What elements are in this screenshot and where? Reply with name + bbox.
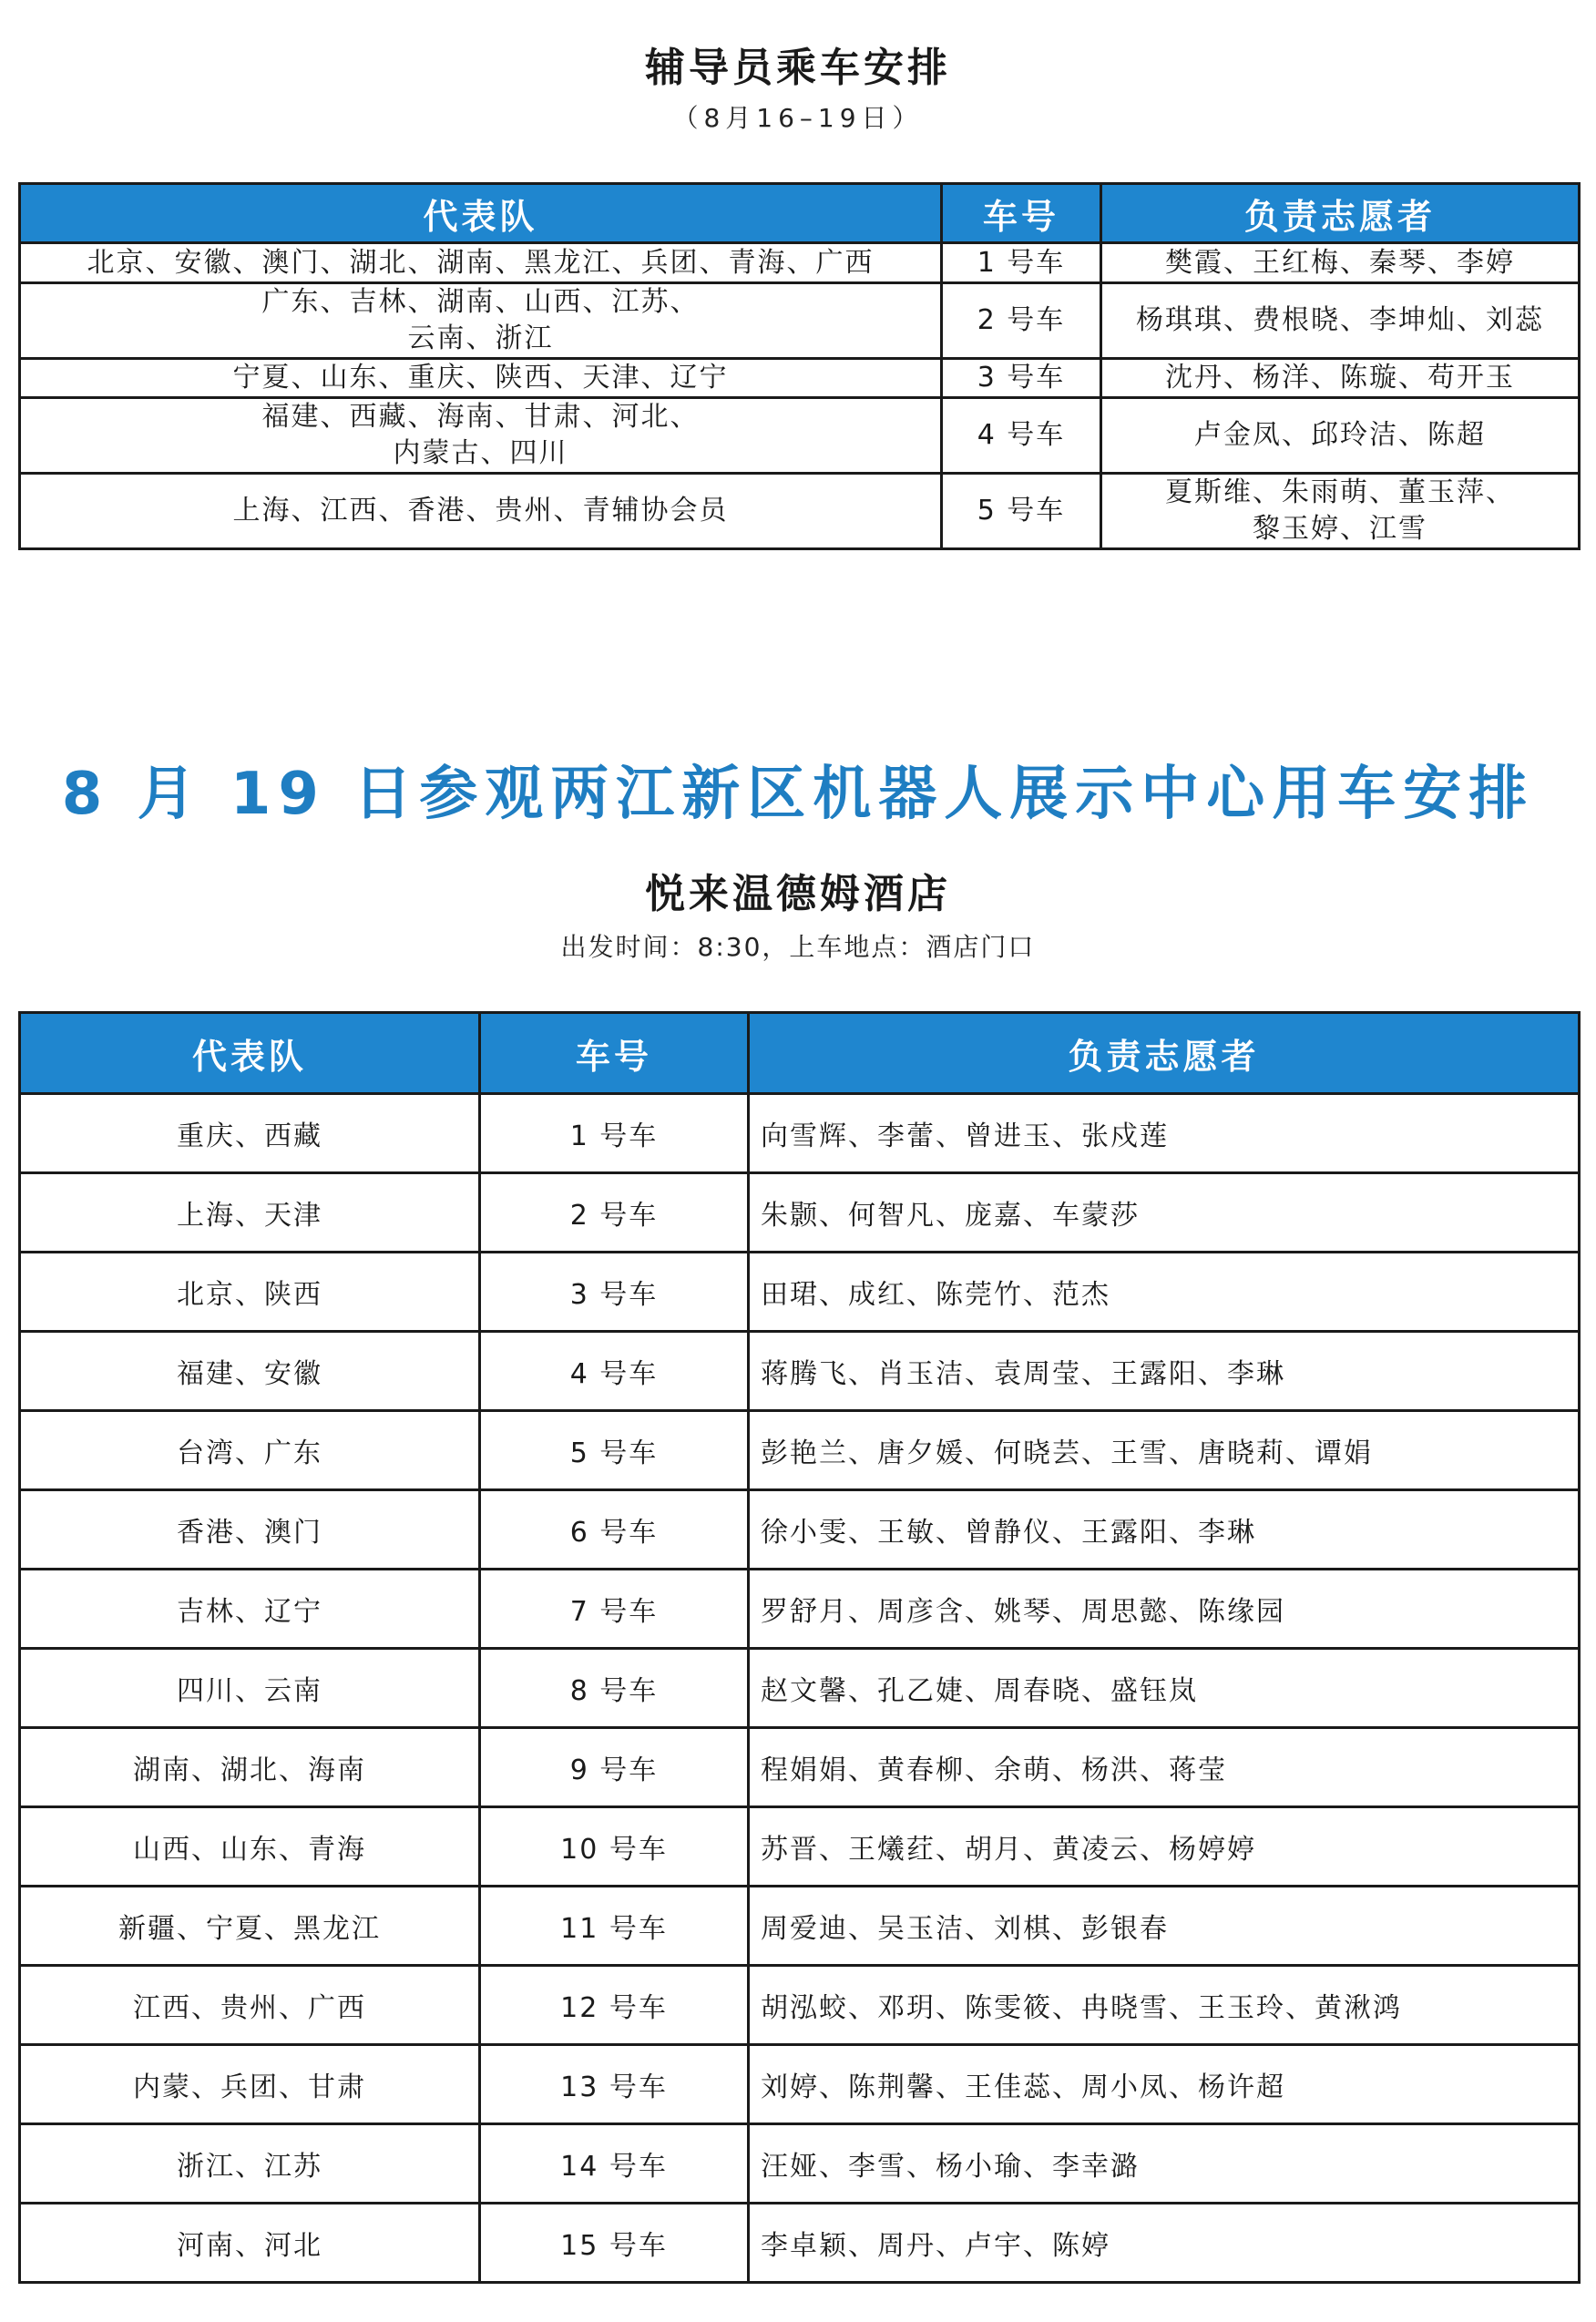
team-cell: 北京、陕西 <box>20 1253 480 1332</box>
volunteers-cell: 苏晋、王爔荭、胡月、黄凌云、杨婷婷 <box>749 1807 1580 1887</box>
volunteers-cell: 樊霞、王红梅、秦琴、李婷 <box>1101 243 1580 283</box>
car-cell: 5 号车 <box>942 474 1101 549</box>
table-row <box>20 2045 1580 2124</box>
table-row <box>20 1649 1580 1728</box>
team-cell: 河南、河北 <box>20 2204 480 2283</box>
table-row <box>20 1490 1580 1570</box>
team-cell: 广东、吉林、湖南、山西、江苏、 云南、浙江 <box>20 283 942 359</box>
volunteers-cell: 卢金凤、邱玲洁、陈超 <box>1101 398 1580 474</box>
table-row <box>20 1332 1580 1411</box>
team-cell: 台湾、广东 <box>20 1411 480 1490</box>
table-row <box>20 1807 1580 1887</box>
table-row <box>20 1966 1580 2045</box>
table-row <box>20 1411 1580 1490</box>
car-cell: 2 号车 <box>480 1173 749 1253</box>
car-cell: 11 号车 <box>480 1887 749 1966</box>
car-cell: 1 号车 <box>480 1094 749 1173</box>
volunteers-cell: 李卓颖、周丹、卢宇、陈婷 <box>749 2204 1580 2283</box>
team-cell: 宁夏、山东、重庆、陕西、天津、辽宁 <box>20 359 942 398</box>
table-row <box>20 1887 1580 1966</box>
team-cell: 福建、安徽 <box>20 1332 480 1411</box>
table-header-row <box>20 1013 1580 1094</box>
table-row <box>20 1570 1580 1649</box>
car-cell: 13 号车 <box>480 2045 749 2124</box>
header-volunteers: 负责志愿者 <box>1101 184 1580 243</box>
team-cell: 上海、天津 <box>20 1173 480 1253</box>
table-row <box>20 1728 1580 1807</box>
table-row <box>20 398 1580 474</box>
header-car: 车号 <box>480 1013 749 1094</box>
header-team: 代表队 <box>20 1013 480 1094</box>
table-row <box>20 1173 1580 1253</box>
car-cell: 2 号车 <box>942 283 1101 359</box>
volunteers-cell: 蒋腾飞、肖玉洁、袁周莹、王露阳、李琳 <box>749 1332 1580 1411</box>
team-cell: 上海、江西、香港、贵州、青辅协会员 <box>20 474 942 549</box>
volunteers-cell: 程娟娟、黄春柳、余萌、杨洪、蒋莹 <box>749 1728 1580 1807</box>
section2-title: 8 月 19 日参观两江新区机器人展示中心用车安排 <box>61 761 1535 828</box>
car-cell: 3 号车 <box>480 1253 749 1332</box>
hotel-name: 悦来温德姆酒店 <box>645 871 951 917</box>
car-cell: 6 号车 <box>480 1490 749 1570</box>
volunteers-cell: 杨琪琪、费根晓、李坤灿、刘蕊 <box>1101 283 1580 359</box>
volunteers-cell: 田珺、成红、陈莞竹、范杰 <box>749 1253 1580 1332</box>
table-row <box>20 1094 1580 1173</box>
car-cell: 3 号车 <box>942 359 1101 398</box>
visit-bus-table <box>18 1011 1581 2284</box>
team-cell: 四川、云南 <box>20 1649 480 1728</box>
table-row <box>20 359 1580 398</box>
table-row <box>20 1253 1580 1332</box>
volunteers-cell: 汪娅、李雪、杨小瑜、李幸潞 <box>749 2124 1580 2204</box>
team-cell: 香港、澳门 <box>20 1490 480 1570</box>
table-row <box>20 283 1580 359</box>
table-row <box>20 474 1580 549</box>
table-row <box>20 2204 1580 2283</box>
departure-info: 出发时间：8:30，上车地点：酒店门口 <box>560 932 1036 962</box>
car-cell: 14 号车 <box>480 2124 749 2204</box>
header-volunteers: 负责志愿者 <box>749 1013 1580 1094</box>
car-cell: 5 号车 <box>480 1411 749 1490</box>
car-cell: 12 号车 <box>480 1966 749 2045</box>
team-cell: 新疆、宁夏、黑龙江 <box>20 1887 480 1966</box>
table-row <box>20 243 1580 283</box>
volunteers-cell: 罗舒月、周彦含、姚琴、周思懿、陈缘园 <box>749 1570 1580 1649</box>
table-header-row <box>20 184 1580 243</box>
car-cell: 15 号车 <box>480 2204 749 2283</box>
team-cell: 福建、西藏、海南、甘肃、河北、 内蒙古、四川 <box>20 398 942 474</box>
section1-title: 辅导员乘车安排 <box>645 45 951 91</box>
car-cell: 4 号车 <box>942 398 1101 474</box>
car-cell: 7 号车 <box>480 1570 749 1649</box>
volunteers-cell: 赵文馨、孔乙婕、周春晓、盛钰岚 <box>749 1649 1580 1728</box>
team-cell: 吉林、辽宁 <box>20 1570 480 1649</box>
team-cell: 内蒙、兵团、甘肃 <box>20 2045 480 2124</box>
volunteers-cell: 胡泓蛟、邓玥、陈雯筱、冉晓雪、王玉玲、黄湫鸿 <box>749 1966 1580 2045</box>
volunteers-cell: 徐小雯、王敏、曾静仪、王露阳、李琳 <box>749 1490 1580 1570</box>
car-cell: 4 号车 <box>480 1332 749 1411</box>
header-team: 代表队 <box>20 184 942 243</box>
volunteers-cell: 夏斯维、朱雨萌、董玉萍、 黎玉婷、江雪 <box>1101 474 1580 549</box>
car-cell: 8 号车 <box>480 1649 749 1728</box>
volunteers-cell: 朱颢、何智凡、庞嘉、车蒙莎 <box>749 1173 1580 1253</box>
team-cell: 江西、贵州、广西 <box>20 1966 480 2045</box>
volunteers-cell: 向雪辉、李蕾、曾进玉、张戍莲 <box>749 1094 1580 1173</box>
section1-date-range: （8月16–19日） <box>672 103 924 133</box>
team-cell: 山西、山东、青海 <box>20 1807 480 1887</box>
volunteers-cell: 周爱迪、吴玉洁、刘棋、彭银春 <box>749 1887 1580 1966</box>
table-row <box>20 2124 1580 2204</box>
car-cell: 10 号车 <box>480 1807 749 1887</box>
team-cell: 湖南、湖北、海南 <box>20 1728 480 1807</box>
volunteers-cell: 沈丹、杨洋、陈璇、苟开玉 <box>1101 359 1580 398</box>
tutor-bus-table <box>18 182 1581 550</box>
car-cell: 1 号车 <box>942 243 1101 283</box>
team-cell: 重庆、西藏 <box>20 1094 480 1173</box>
team-cell: 北京、安徽、澳门、湖北、湖南、黑龙江、兵团、青海、广西 <box>20 243 942 283</box>
team-cell: 浙江、江苏 <box>20 2124 480 2204</box>
header-car: 车号 <box>942 184 1101 243</box>
volunteers-cell: 彭艳兰、唐夕媛、何晓芸、王雪、唐晓莉、谭娟 <box>749 1411 1580 1490</box>
car-cell: 9 号车 <box>480 1728 749 1807</box>
volunteers-cell: 刘婷、陈荆馨、王佳蕊、周小凤、杨许超 <box>749 2045 1580 2124</box>
